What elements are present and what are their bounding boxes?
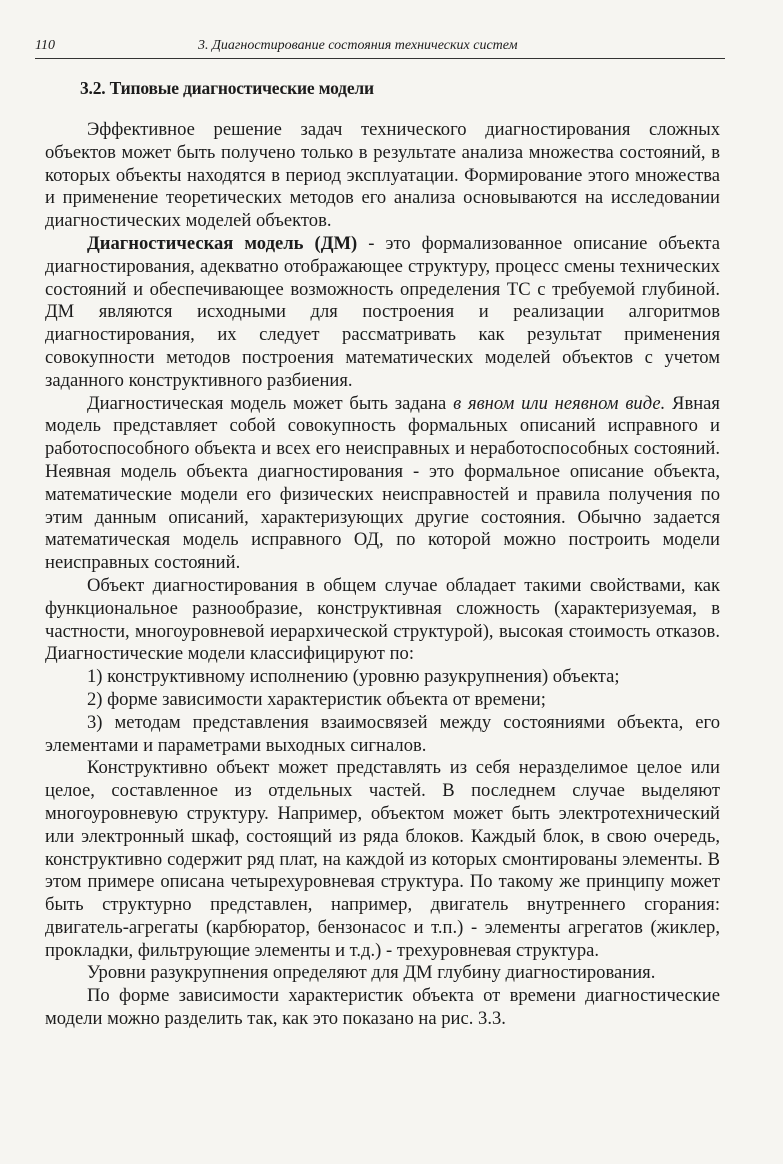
section-heading: 3.2. Типовые диагностические модели (80, 78, 374, 98)
list-item: 2) форме зависимости характеристик объекта от времени; (87, 688, 546, 710)
paragraph-3-emphasis: в явном или неявном виде. (453, 392, 666, 414)
body-text (45, 119, 720, 1031)
paragraph-5: Конструктивно объект может представлять из себя неразделимое целое или целое, составленное из отдельных частей. В последнем случае выделяют многоуровневую структуру. Например, объектом может быть электротехнический или электронный шкаф, состоящий из ряда блоков. Каждый блок, в свою очередь, конструктивно содержит ряд плат, на каждой из которых смонтированы элементы. В этом примере описана четырехуровневая структура. По такому же принципу может быть структурно представлен, например, двигатель внутреннего сгорания: двигатель-агрегаты (карбюратор, бензонасос и т.п.) - элементы агрегатов (жиклер, прокладки, фильтрующие элементы и т.д.) - трехуровневая структура. (45, 757, 720, 961)
paragraph-2-text: - это формализованное описание объекта диагностирования, адекватно отображающее структуру, процесс смены технических состояний и обеспечивающее возможность определения ТС с требуемой глубиной. ДМ являются исходными для построения и реализации алгоритмов диагностирования, их следует рассматривать как результат применения совокупности методов построения математических моделей объектов с учетом заданного конструктивного разбиения. (45, 232, 720, 391)
paragraph-7: По форме зависимости характеристик объекта от времени диагностические модели можно разделить так, как это показано на рис. 3.3. (45, 985, 720, 1030)
list-item: 3) методам представления взаимосвязей между состояниями объекта, его элементами и параметрами выходных сигналов. (45, 711, 720, 756)
paragraph-4: Объект диагностирования в общем случае обладает такими свойствами, как функциональное разнообразие, конструктивная сложность (характеризуемая, в частности, многоуровневой иерархической структурой), высокая стоимость отказов. Диагностические модели классифицируют по: (45, 574, 720, 665)
paragraph-3-text: Явная модель представляет собой совокупность формальных описаний исправного и работоспособного объекта и всех его неисправных и неработоспособных состояний. Неявная модель объекта диагностирования - это формальное описание объекта, математические модели его физических неисправностей и правила получения по этим данным описаний, характеризующих другие состояния. Обычно задается математическая модель исправного ОД, по которой можно построить модели неисправных состояний. (45, 392, 720, 574)
paragraph-3 (45, 393, 720, 575)
paragraph-3-start: Диагностическая модель может быть задана (87, 392, 454, 414)
running-header (35, 36, 725, 59)
paragraph-2 (45, 233, 720, 393)
paragraph-1: Эффективное решение задач технического диагностирования сложных объектов может быть получено только в результате анализа множества состояний, в которых объекты находятся в период эксплуатации. Формирование этого множества и применение теоретических методов его анализа основываются на исследовании диагностических моделей объектов. (45, 119, 720, 232)
page-number: 110 (35, 38, 55, 53)
running-title: 3. Диагностирование состояния технических систем (198, 38, 518, 53)
list-item: 1) конструктивному исполнению (уровню разукрупнения) объекта; (87, 666, 620, 688)
paragraph-6: Уровни разукрупнения определяют для ДМ глубину диагностирования. (87, 962, 656, 984)
term-definition: Диагностическая модель (ДМ) (87, 232, 358, 254)
